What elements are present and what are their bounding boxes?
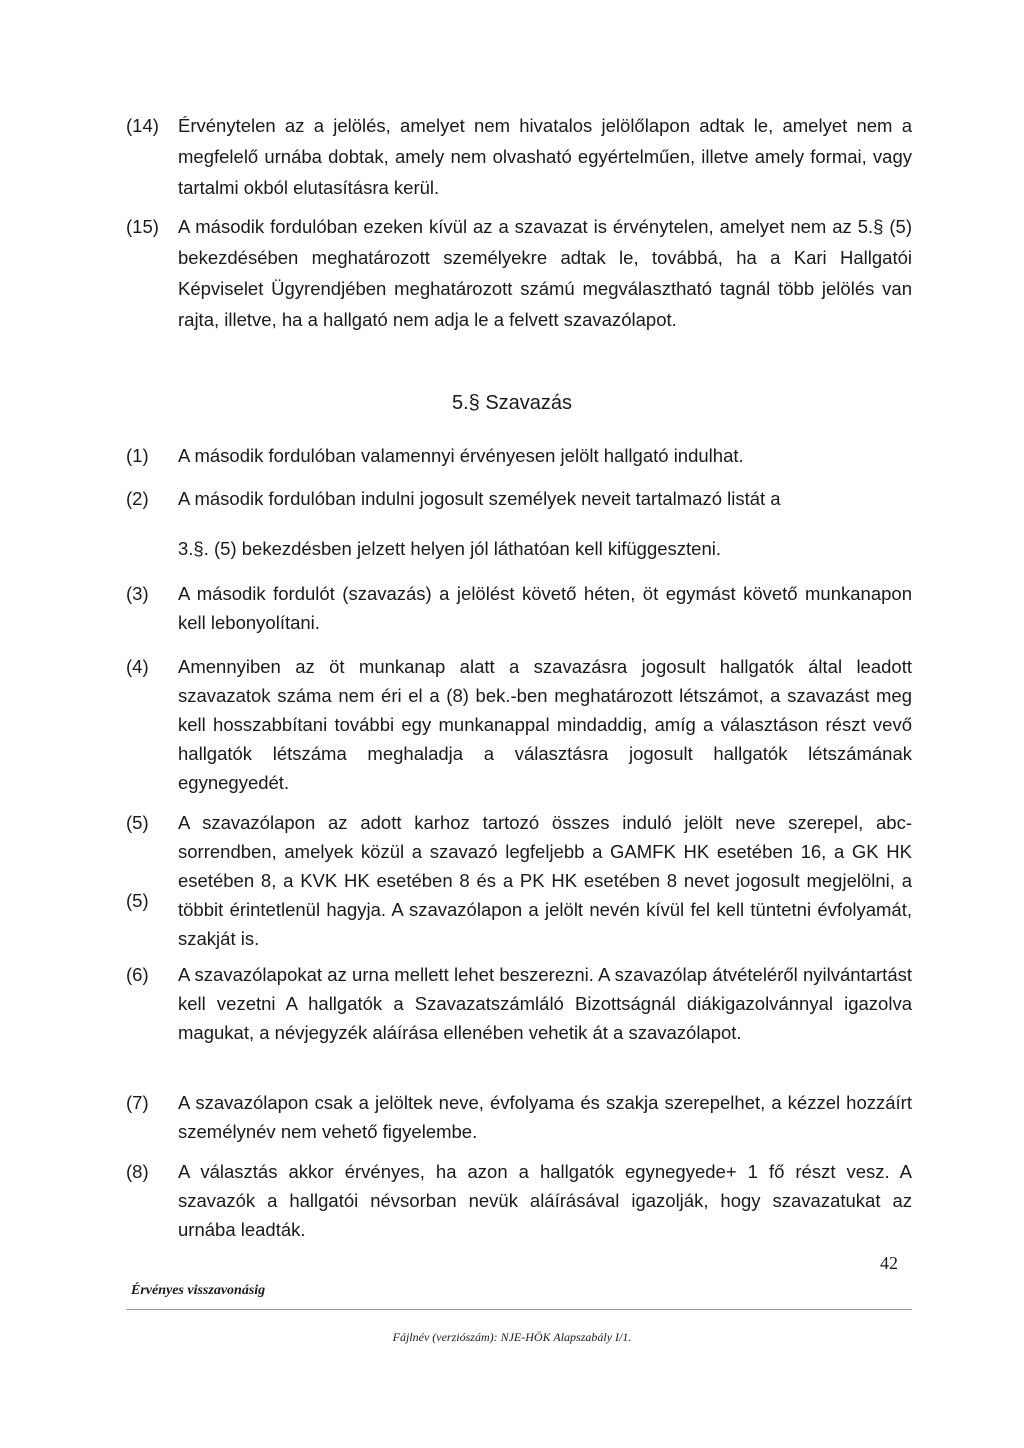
- item-2: [126, 484, 912, 563]
- item-8: [126, 1157, 912, 1244]
- item-number: (4): [126, 656, 149, 677]
- item-number: (7): [126, 1092, 149, 1113]
- file-info: Fájlnév (verziószám): NJE-HÖK Alapszabály I/1.: [392, 1330, 632, 1344]
- item-number: (8): [126, 1161, 149, 1182]
- item-4: [126, 652, 912, 797]
- paragraph-text: A második fordulóban ezeken kívül az a szavazat is érvénytelen, amelyet nem az 5.§ (5) bekezdésében meghatározott személyekre adtak le, továbbá, ha a Kari Hallgatói Képviselet Ügyrendjében meghatározott számú megválasztható tagnál több jelölés van rajta, illetve, ha a hallgató nem adja le a felvett szavazólapot.: [178, 216, 912, 330]
- paragraph-text: Érvénytelen az a jelölés, amelyet nem hivatalos jelölőlapon adtak le, amelyet nem a megfelelő urnába dobtak, amely nem olvasható egyértelműen, illetve amely formai, vagy tartalmi okból elutasításra kerül.: [178, 115, 912, 198]
- item-text: A szavazólapokat az urna mellett lehet beszerezni. A szavazólap átvételéről nyilvántartást kell vezetni A hallgatók a Szavazatszámláló Bizottságnál diákigazolvánnyal igazolva magukat, a névjegyzék aláírása ellenében vehetik át a szavazólapot.: [178, 964, 912, 1043]
- paragraph-14: [126, 110, 912, 203]
- item-3: [126, 579, 912, 637]
- item-text: A szavazólapon az adott karhoz tartozó összes induló jelölt neve szerepel, abc-sorrendben, amelyek közül a szavazó legfeljebb a GAMFK HK esetében 16, a GK HK esetében 8, a KVK HK esetében 8 és a PK HK esetében 8 nevet jogosult megjelölni, a többit érintetlenül hagyja. A szavazólapon a jelölt nevén kívül fel kell tüntetni évfolyamát, szakját is.: [178, 812, 912, 949]
- footer-divider: [126, 1309, 912, 1310]
- item-7: [126, 1088, 912, 1146]
- paragraph-number: (14): [126, 115, 159, 136]
- validity-note: Érvényes visszavonásig: [131, 1283, 266, 1298]
- item-1: [126, 441, 912, 470]
- item-text-continuation: 3.§. (5) bekezdésben jelzett helyen jól láthatóan kell kifüggeszteni.: [178, 538, 722, 559]
- paragraph-number: (15): [126, 216, 159, 237]
- page-number: 42: [880, 1253, 898, 1273]
- item-number: (2): [126, 488, 149, 509]
- item-6: [126, 960, 912, 1047]
- section-heading: 5.§ Szavazás: [451, 392, 573, 414]
- item-text: A szavazólapon csak a jelöltek neve, évfolyama és szakja szerepelhet, a kézzel hozzáírt személynév nem vehető figyelembe.: [178, 1092, 912, 1142]
- item-number: (1): [126, 445, 149, 466]
- item-number: (6): [126, 964, 149, 985]
- item-text: Amennyiben az öt munkanap alatt a szavazásra jogosult hallgatók által leadott szavazatok száma nem éri el a (8) bek.-ben meghatározott létszámot, a szavazást meg kell hosszabbítani további egy munkanappal mindaddig, amíg a választáson részt vevő hallgatók létszáma meghaladja a választásra jogosult hallgatók létszámának egynegyedét.: [178, 656, 912, 793]
- item-text: A második fordulóban valamennyi érvényesen jelölt hallgató indulhat.: [178, 445, 744, 466]
- item-text: A második fordulót (szavazás) a jelölést követő héten, öt egymást követő munkanapon kell lebonyolítani.: [178, 583, 912, 633]
- item-5: [126, 808, 912, 953]
- item-number: (5): [126, 812, 149, 833]
- item-text: A választás akkor érvényes, ha azon a hallgatók egynegyede+ 1 fő részt vesz. A szavazók a hallgatói névsorban nevük aláírásával igazolják, hogy szavazatukat az urnába leadták.: [178, 1161, 912, 1240]
- item-number: (3): [126, 583, 149, 604]
- item-text: A második fordulóban indulni jogosult személyek neveit tartalmazó listát a: [178, 488, 781, 509]
- item-number-duplicate: (5): [126, 890, 149, 911]
- paragraph-15: [126, 211, 912, 335]
